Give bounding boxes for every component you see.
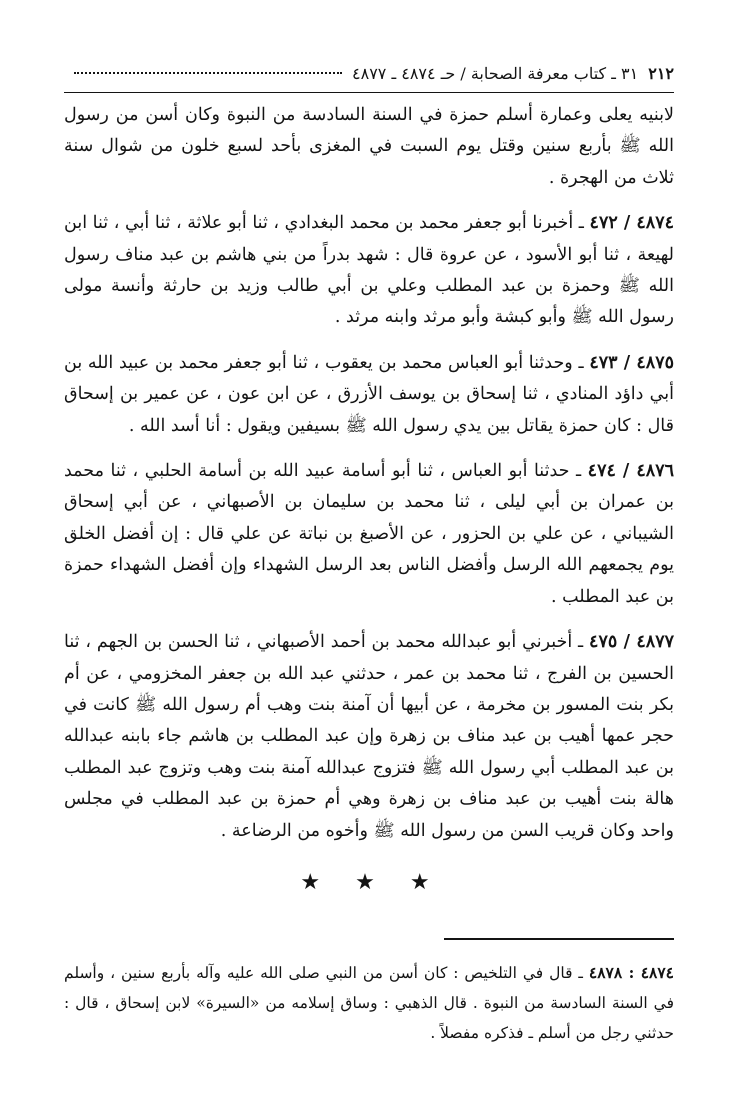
hadith-4876: [64, 456, 674, 613]
footnote-divider: [444, 938, 674, 940]
running-header: [64, 62, 674, 93]
header-title: ٣١ ـ كتاب معرفة الصحابة / حـ ٤٨٧٤ ـ ٤٨٧٧: [352, 64, 639, 83]
hadith-4874: [64, 208, 674, 334]
hadith-4877: [64, 627, 674, 847]
hadith-4875: [64, 348, 674, 442]
footnote-number: ٤٨٧٤ : ٤٨٧٨: [588, 963, 674, 982]
hadith-number: ٤٨٧٧ / ٤٧٥: [589, 632, 675, 653]
paragraph-text: ـ حدثنا أبو العباس ، ثنا أبو أسامة عبيد الله بن أسامة الحلبي ، ثنا محمد بن عمران بن أبي ليلى ، ثنا محمد بن سليمان بن الأصبهاني ، عن أبي إسحاق الشيباني ، عن علي بن الحزور ، عن الأصبغ بن نباتة عن علي قال : إن أفضل الخلق يوم يجمعهم الله الرسل وأفضل الناس بعد الرسل الشهداء وإن أفضل الشهداء حمزة بن عبد المطلب .: [64, 461, 674, 607]
main-text: [64, 100, 674, 861]
paragraph-text: ـ وحدثنا أبو العباس محمد بن يعقوب ، ثنا أبو جعفر محمد بن عبيد الله بن أبي داؤد المنادي ، ثنا إسحاق بن يوسف الأزرق ، عن ابن عون ، عن عمير بن إسحاق قال : كان حمزة يقاتل بين يدي رسول الله ﷺ بسيفين ويقول : أنا أسد الله .: [64, 352, 674, 436]
footnote-text: ـ قال في التلخيص : كان أسن من النبي صلى الله عليه وآله بأربع سنين ، وأسلم في السنة السادسة من النبوة . قال الذهبي : وساق إسلامه من «السيرة» لابن إسحاق ، قال : حدثني رجل من أسلم ـ فذكره مفصلاً .: [64, 964, 674, 1042]
paragraph-continuation: [64, 100, 674, 194]
paragraph-text: لابنيه يعلى وعمارة أسلم حمزة في السنة السادسة من النبوة وكان أسن من رسول الله ﷺ بأربع سنين وقتل يوم السبت في المغزى بأحد لسبع خلون من شوال سنة ثلاث من الهجرة .: [64, 105, 674, 188]
hadith-number: ٤٨٧٥ / ٤٧٣: [589, 352, 675, 373]
page-number: ٢١٢: [648, 64, 674, 83]
footnote: [64, 958, 674, 1048]
section-separator-stars: ★ ★ ★: [300, 870, 444, 895]
paragraph-text: ـ أخبرنا أبو جعفر محمد بن محمد البغدادي ، ثنا أبو علاثة ، ثنا أبي ، ثنا ابن لهيعة ، ثنا أبو الأسود ، عن عروة قال : شهد بدراً من بني هاشم بن عبد مناف رسول الله ﷺ وحمزة بن عبد المطلب وعلي بن أبي طالب وزيد بن حارثة وأنسة مولى رسول الله ﷺ وأبو كبشة وأبو مرثد وابنه مرثد .: [64, 213, 674, 328]
hadith-number: ٤٨٧٦ / ٤٧٤: [587, 461, 675, 482]
paragraph-text: ـ أخبرني أبو عبدالله محمد بن أحمد الأصبهاني ، ثنا الحسن بن الجهم ، ثنا الحسين بن الفرج ، ثنا محمد بن عمر ، حدثني عبد الله بن جعفر المخزومي ، عن أم بكر بنت المسور بن مخرمة ، عن أبيها أن آمنة بنت وهب أم رسول الله ﷺ كانت في حجر عمها أهيب بن عبد مناف بن زهرة وإن عبد المطلب بن هاشم جاء بابنه عبدالله بن عبد المطلب أبي رسول الله ﷺ فتزوج عبدالله آمنة بنت وهب وتزوج عبد المطلب هالة بنت أهيب بن عبد مناف بن زهرة وهي أم حمزة بن عبد المطلب في مجلس واحد وكان قريب السن من رسول الله ﷺ وأخوه من الرضاعة .: [64, 632, 674, 841]
hadith-number: ٤٨٧٤ / ٤٧٢: [589, 213, 675, 234]
dotted-leader: [74, 72, 342, 74]
